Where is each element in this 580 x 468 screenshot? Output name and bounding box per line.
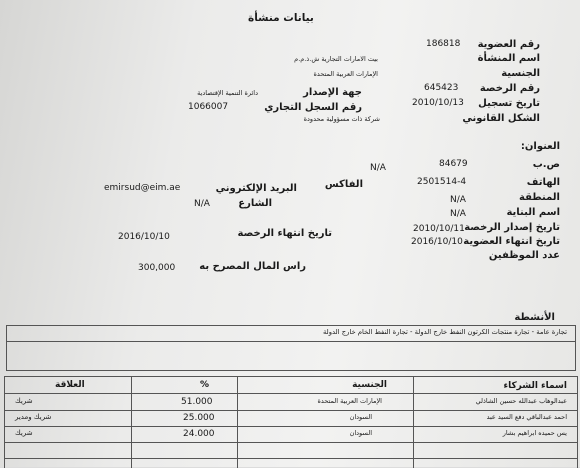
- partner-name: عبدالوهاب عبدالله حسين الشاذلي: [475, 397, 567, 405]
- commercial-register-value: 1066007: [188, 102, 229, 112]
- nationality-label: الجنسية: [501, 68, 540, 79]
- license-issue-value: 2010/10/11: [413, 224, 465, 234]
- activities-divider: [7, 341, 575, 342]
- col-header-relation: العلاقة: [55, 380, 85, 390]
- partners-table: [4, 376, 578, 468]
- capital-label: راس المال المصرح به: [199, 261, 306, 272]
- fax-label: الفاكس: [324, 179, 363, 190]
- col-header-percent: %: [200, 380, 210, 390]
- establishment-name-value: بيت الامارات التجارية ش.ذ.م.م: [294, 55, 378, 63]
- partner-name: يس حميده ابراهيم بشار: [502, 429, 567, 437]
- activities-heading: الأنشطة: [514, 312, 555, 323]
- establishment-name-label: اسم المنشأة: [477, 53, 540, 64]
- area-label: المنطقة: [519, 192, 560, 203]
- commercial-register-label: رقم السجل التجاري: [264, 102, 362, 113]
- legal-form-value: شركة ذات مسؤولية محدودة: [303, 115, 380, 123]
- partner-percent: 51.000: [181, 397, 213, 407]
- email-value: emirsud@eim.ae: [104, 183, 181, 193]
- pobox-na: N/A: [370, 163, 386, 173]
- registration-date-value: 2010/10/13: [412, 98, 464, 108]
- issuer-label: جهة الإصدار: [303, 87, 362, 98]
- partner-percent: 24.000: [183, 429, 215, 439]
- table-row-divider: [5, 458, 577, 459]
- partner-relation: شريك: [15, 429, 33, 437]
- area-value: N/A: [450, 195, 466, 205]
- col-header-partner: اسماء الشركاء: [503, 381, 567, 391]
- street-value: N/A: [194, 199, 210, 209]
- table-header-divider: [5, 393, 577, 394]
- partner-percent: 25.000: [183, 413, 215, 423]
- license-no-label: رقم الرخصة: [479, 83, 540, 94]
- license-expiry-value: 2016/10/10: [118, 232, 170, 242]
- table-col-divider: [131, 377, 132, 468]
- membership-no-label: رقم العضوية: [477, 39, 540, 50]
- license-expiry-label: تاريخ انتهاء الرخصة: [237, 228, 332, 239]
- table-col-divider: [413, 377, 414, 468]
- membership-expiry-label: تاريخ انتهاء العضوية: [463, 236, 560, 247]
- table-row-divider: [5, 410, 577, 411]
- nationality-value: الإمارات العربية المتحدة: [313, 70, 378, 78]
- partner-name: احمد عبدالباقي دفع السيد عبد: [486, 413, 567, 421]
- page-title: بيانات منشأة: [248, 12, 314, 24]
- membership-no-value: 186818: [426, 39, 461, 49]
- partner-nationality: الإمارات العربية المتحدة: [317, 397, 382, 405]
- activities-text: تجارة عامة - تجارة منتجات الكرتون النفط خارج الدولة - تجارة النفط الخام خارج الدولة: [323, 328, 567, 336]
- partner-nationality: السودان: [349, 429, 372, 437]
- table-col-divider: [237, 377, 238, 468]
- table-row-divider: [5, 442, 577, 443]
- license-issue-label: تاريخ إصدار الرخصة: [464, 222, 560, 233]
- capital-value: 300,000: [138, 263, 176, 273]
- issuer-value: دائرة التنمية الإقتصادية: [197, 89, 258, 97]
- address-heading: العنوان:: [520, 141, 560, 152]
- partner-relation: شريك: [15, 397, 33, 405]
- email-label: البريد الإلكتروني: [215, 183, 297, 194]
- col-header-nationality: الجنسية: [352, 380, 387, 390]
- building-label: اسم البناية: [506, 207, 560, 218]
- phone-value: 2501514-4: [417, 177, 467, 187]
- employees-label: عدد الموظفين: [488, 250, 560, 261]
- phone-label: الهاتف: [526, 177, 560, 188]
- pobox-value: 84679: [439, 159, 468, 169]
- partner-nationality: السودان: [349, 413, 372, 421]
- legal-form-label: الشكل القانوني: [462, 113, 540, 124]
- partner-relation: شريك ومدير: [15, 413, 52, 421]
- registration-date-label: تاريخ تسجيل: [478, 98, 540, 109]
- membership-expiry-value: 2016/10/10: [411, 237, 463, 247]
- building-value: N/A: [450, 209, 466, 219]
- table-row-divider: [5, 426, 577, 427]
- activities-box: [6, 325, 576, 371]
- street-label: الشارع: [238, 198, 272, 209]
- pobox-label: ص.ب: [532, 159, 560, 170]
- license-no-value: 645423: [424, 83, 459, 93]
